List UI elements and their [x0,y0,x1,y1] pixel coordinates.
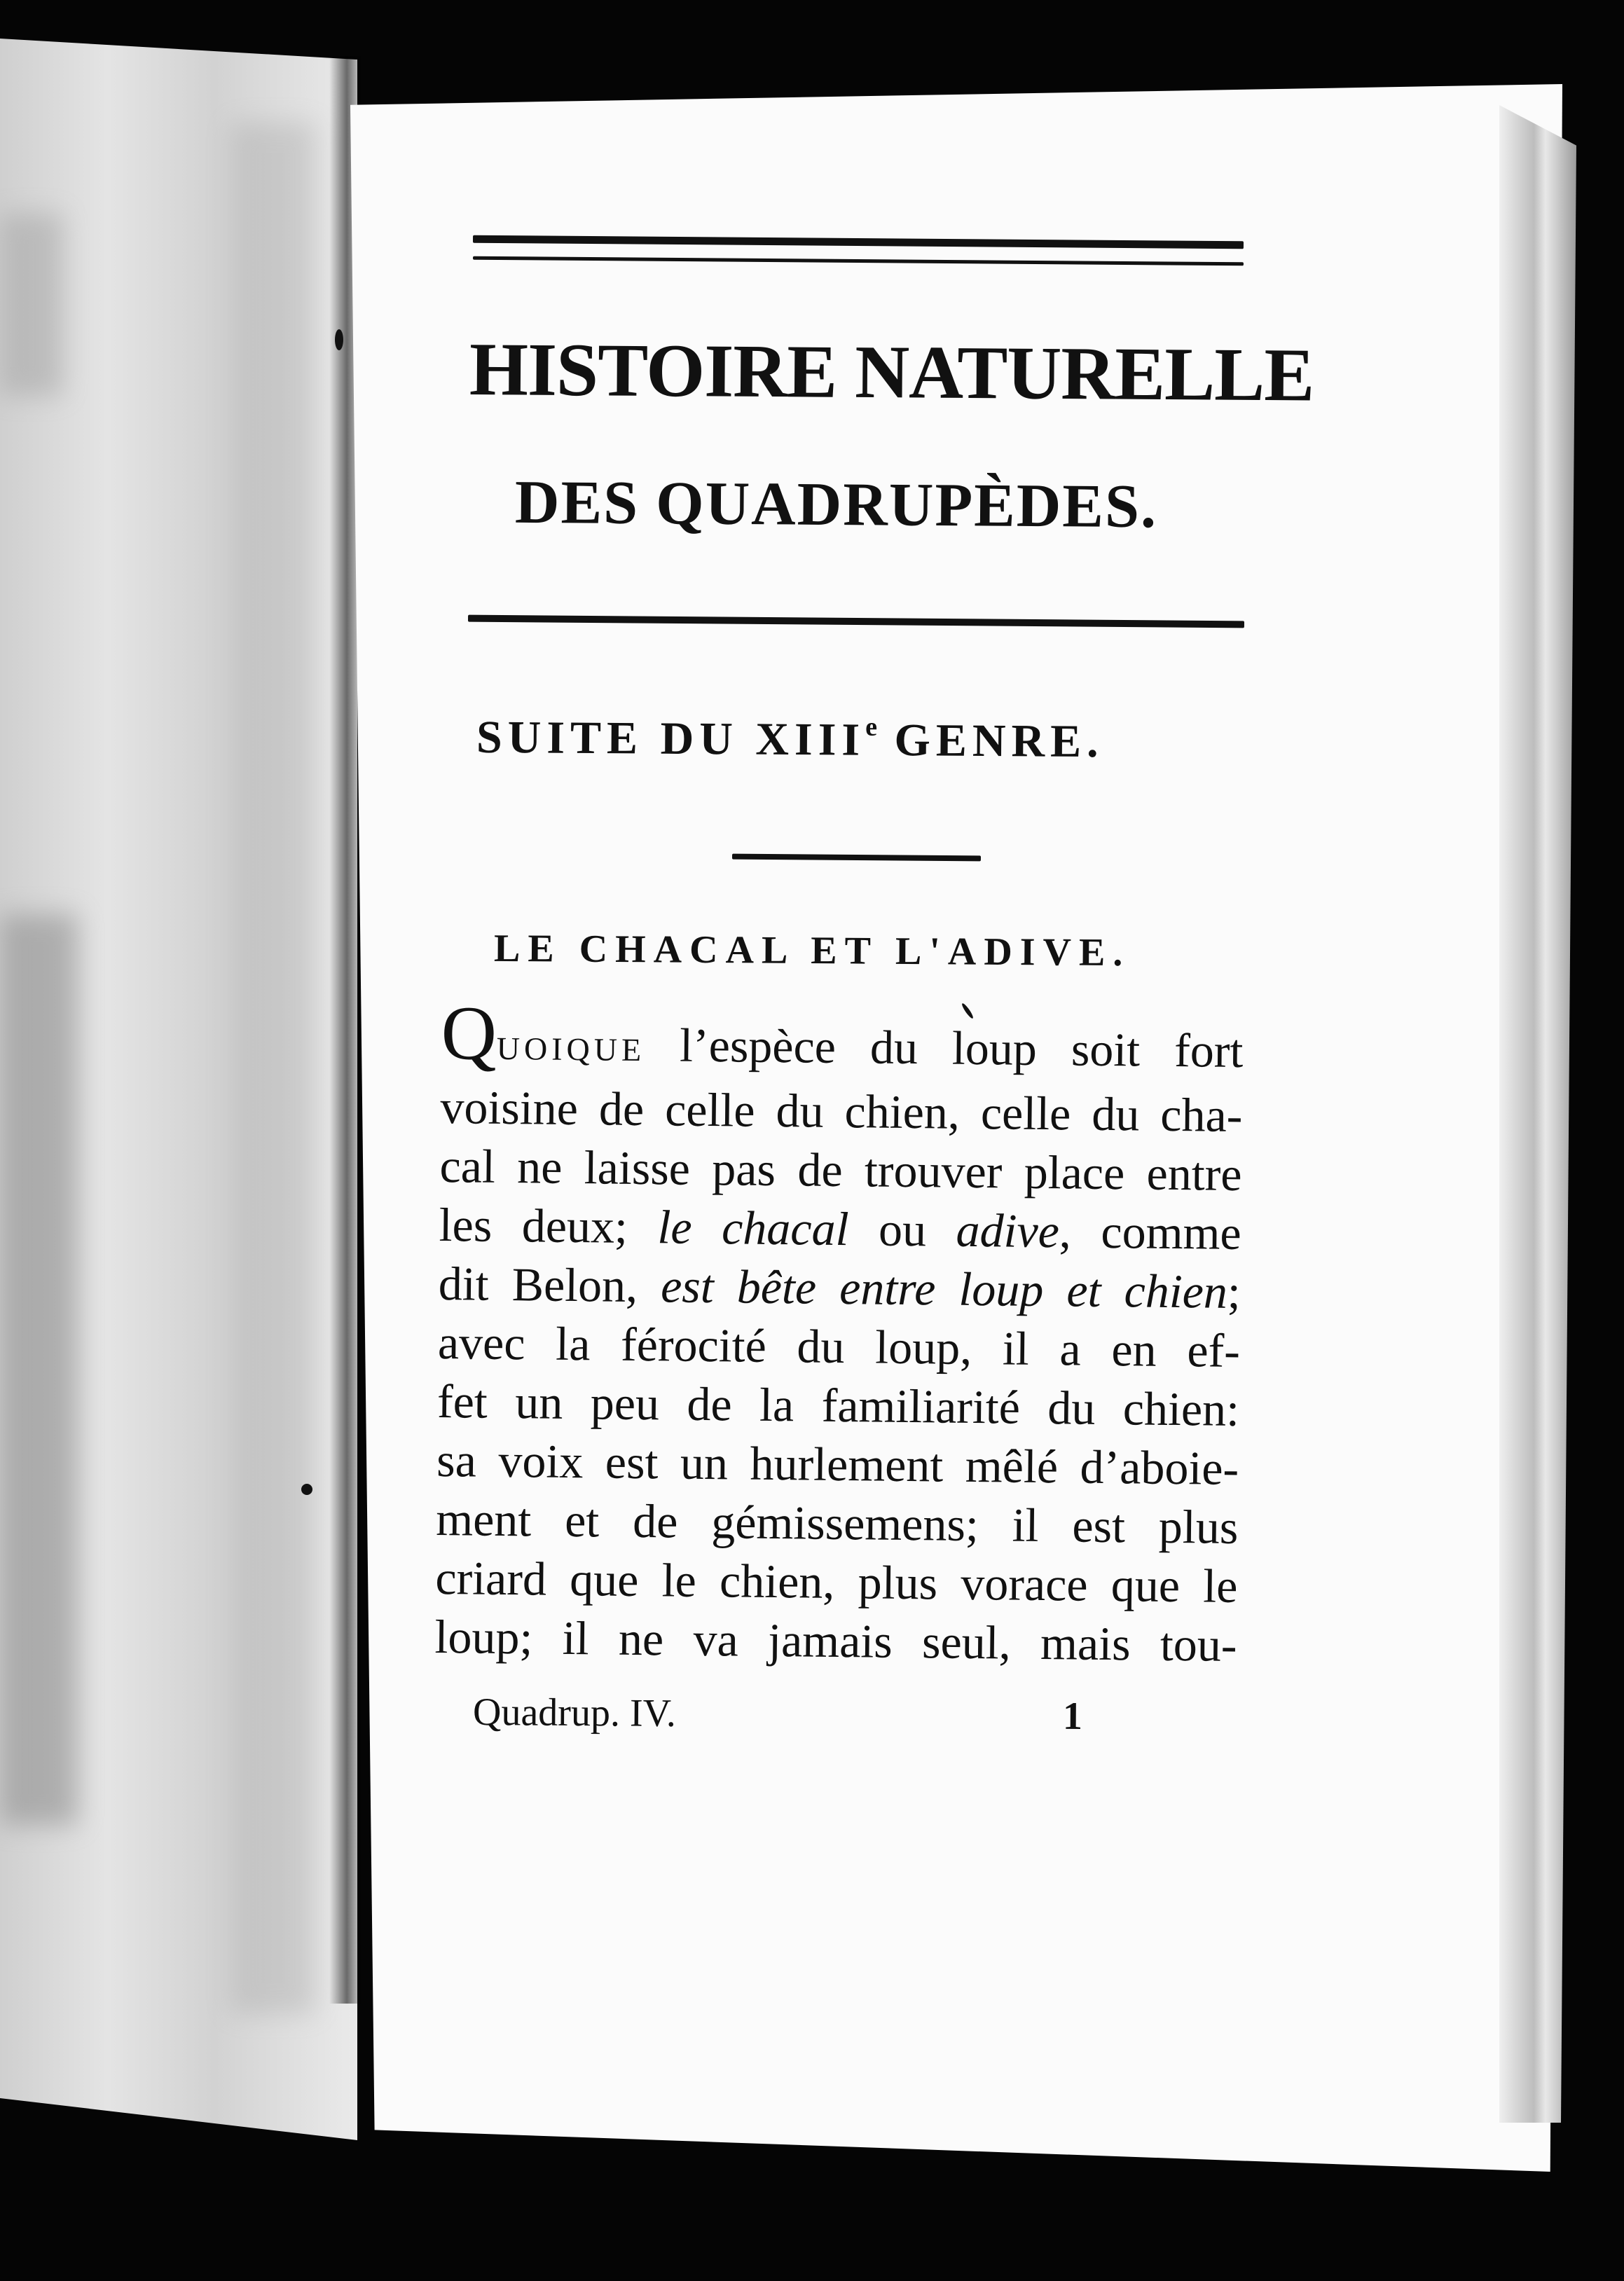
article-heading: LE CHACAL ET L'ADIVE. [493,926,1131,975]
text-line: ment et de gémissemens; il est plus [435,1491,1239,1554]
page-edge [1499,105,1576,2123]
italic-text: est bête entre loup et chien [660,1259,1228,1318]
section-prefix: SUITE DU XIII [476,711,866,766]
scan-speck [335,329,343,350]
ink-smudge [0,914,77,1825]
italic-text: adive [956,1203,1060,1258]
signature-mark: Quadrup. IV. [472,1690,677,1735]
section-suffix: GENRE. [894,715,1104,768]
ink-smudge [0,214,63,396]
line-text: dit Belon, [438,1257,661,1313]
line-text: ou [848,1202,957,1257]
page-footer [473,1690,1082,1739]
text-line [440,990,1244,1086]
line-text: , comme [1059,1204,1242,1260]
book-title: HISTOIRE NATURELLE [469,328,1314,418]
text-line: voisine de celle du chien, celle du cha- [440,1080,1243,1143]
left-facing-page [0,39,357,2140]
text-line [438,1254,1241,1321]
page-number: 1 [1062,1694,1083,1739]
text-line: sa voix est un hurlement mêlé d’aboie- [436,1433,1239,1495]
ink-smudge [231,123,315,2014]
text-line: loup; il ne va jamais seul, mais tou- [434,1609,1237,1672]
text-line: avec la férocité du loup, il a en ef- [437,1316,1241,1377]
line-text: l’espèce du loup soit fort [645,1018,1244,1078]
line-text: les deux; [439,1198,658,1254]
line-text: ; [1227,1264,1241,1318]
text-line: fet un peu de la familiarité du chien: [436,1374,1240,1436]
section-superscript: e [865,712,878,742]
body-text [434,990,1244,1674]
text-line [439,1195,1241,1262]
book-subtitle: DES QUADRUPÈDES. [514,468,1158,542]
text-line: criard que le chien, plus vorace que le [435,1550,1238,1613]
scan-speck [301,1484,312,1495]
section-heading [476,709,1104,769]
italic-text: le chacal [657,1200,849,1256]
drop-cap: Q [440,990,497,1076]
text-line: cal ne laisse pas de trouver place entre [439,1139,1242,1201]
small-caps-word: UOIQUE [496,1030,646,1068]
